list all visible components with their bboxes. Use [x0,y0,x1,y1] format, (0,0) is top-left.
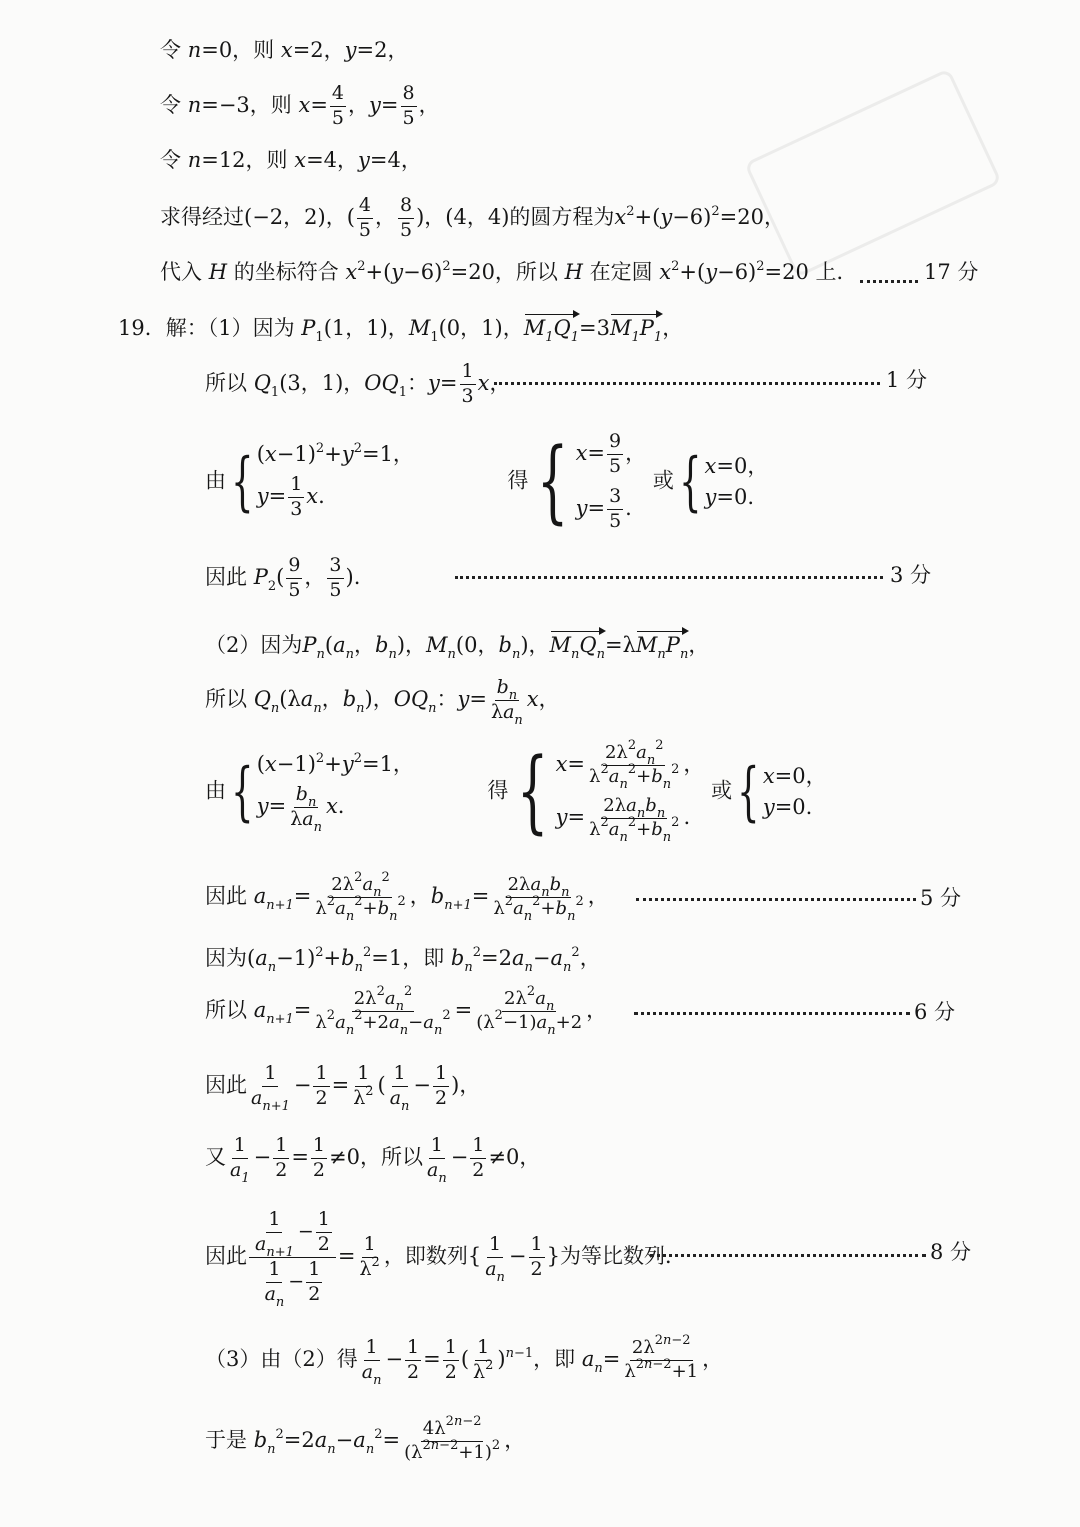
score-1: 1 分 [886,368,928,392]
line-q1: 所以 $Q_1(3$，1)，$OQ_1$：y= $\frac{1}{3}$ x， [205,360,511,407]
line-bn-squared: 于是 $b_n^2=2a_n-a_n^2=$ $\frac{4\lambda^{2n-2}}{(\lambda^{2n-2}+1)^2}$ ， [205,1414,526,1463]
line-an1-simplified: 所以 $a_{n+1}=$ $\frac{2\lambda^2a_n^2}{\lambda^2a_n^2+2a_n-a_n^2}$ = $\frac{2\lambda^2a_n}{(\lambda^2-1)a_n+2}$ ， [205,984,608,1038]
score-5: 5 分 [920,886,962,910]
line-n-3: 令 n=−3，则 x= $\frac{4}{5}$ ，y= $\frac{8}{5}$ ， [160,82,440,129]
score-3: 3 分 [890,563,932,587]
line-substitute-h: 代入 H 的坐标符合 $x^2+(y-6)^2=20$，所以 H 在定圆 $x^2+(y-6)^2=20$ 上． [160,259,858,284]
score-dots [636,898,916,901]
score-8: 8 分 [930,1240,972,1264]
line-circle-relation: 因为$(a_n-1)^2+b_n^2=1$，即 $b_n^2=2a_n-a_n^2$， [205,945,601,975]
score-17: 17 分 [924,260,979,284]
line-n12: 令 n=12，则 x=4，y=4， [160,148,422,172]
line-n0: 令 n=0，则 x=2，y=2， [160,38,409,62]
score-dots [494,382,880,385]
part-2-heading: （2）因为$P_n(a_n$，$b_n$)，$M_n(0$，$b_n$)，$M_nQ_n=\lambda M_nP_n$， [205,633,710,662]
line-initial-nonzero: 又 $\frac{1}{a_1}$ − $\frac{1}{2}$ = $\frac{1}{2}$ ≠0，所以 $\frac{1}{a_n}$ − $\frac{1}{2}$ ≠0， [205,1134,541,1186]
score-dots [650,1254,926,1257]
score-dots [455,576,883,579]
recurrence-an-bn: 因此 $a_{n+1}=$ $\frac{2\lambda^2a_n^2}{\lambda^2a_n^2+b_n^2}$ ，$b_{n+1}=$ $\frac{2\lambda a_nb_n}{\lambda^2a_n^2+b_n^2}$ ， [205,870,609,924]
score-dots [634,1012,910,1015]
score-dots [860,280,918,283]
part-3-an: （3）由（2）得 $\frac{1}{a_n}$ − $\frac{1}{2}$ = $\frac{1}{2}$ ( $\frac{1}{\lambda^2}$ )$^{n-1}$，即 $a_n=$ $\frac{2\lambda^{2n-2}}{\lambda^{2n-2}+1}$ ， [205,1333,724,1388]
q19-heading: 19．解：（1）因为 $P_1(1$，1)，$M_1(0$，1)，$M_1Q_1=3M_1P_1$， [118,316,684,345]
system-2: 由{ $(x-1)^2+y^2=1$， y= $\frac{b_n}{\lambda a_n}$ x. 得{ x= $\frac{2\lambda^2a_n^2}{\lambda^2a_n^2+b_n^2}$ ， y= $\frac{2\lambda a_nb_n}{\lambda^2a_n^2+b_n^2}$ . 或{ x=0， y=0. [205,738,827,845]
line-circle-equation: 求得经过(−2，2)，( $\frac{4}{5}$ ， $\frac{8}{5}$ )，(4，4)的圆方程为$x^2+(y-6)^2=20$， [160,194,785,241]
line-reciprocal: 因此 $\frac{1}{a_{n+1}}$ − $\frac{1}{2}$ = $\frac{1}{\lambda^2}$ ( $\frac{1}{a_n}$ − $\frac{1}{2}$ )， [205,1062,481,1114]
line-p2: 因此 $P_2$( $\frac{9}{5}$ ， $\frac{3}{5}$ ). [205,554,361,601]
score-6: 6 分 [914,1000,956,1024]
line-qn: 所以 $Q_n(\lambda a_n$，$b_n$)，$OQ_n$：y= $\frac{b_n}{\lambda a_n}$ x， [205,676,560,728]
faint-watermark [744,68,1002,278]
system-1: 由{ $(x-1)^2+y^2=1$， y= $\frac{1}{3}$ x. 得{ x= $\frac{9}{5}$ ， y= $\frac{3}{5}$ . 或{ x=0， y=0. [205,428,769,534]
line-geometric-ratio: 因此 $\frac{1}{a_{n+1}}$ − $\frac{1}{2}$ $\frac{1}{a_n}$ − $\frac{1}{2}$ = $\frac{1}{\lambda^2}$ ，即数列{ $\frac{1}{a_n}$ − $\frac{1}{2}$ }为等比数列． [205,1208,686,1310]
